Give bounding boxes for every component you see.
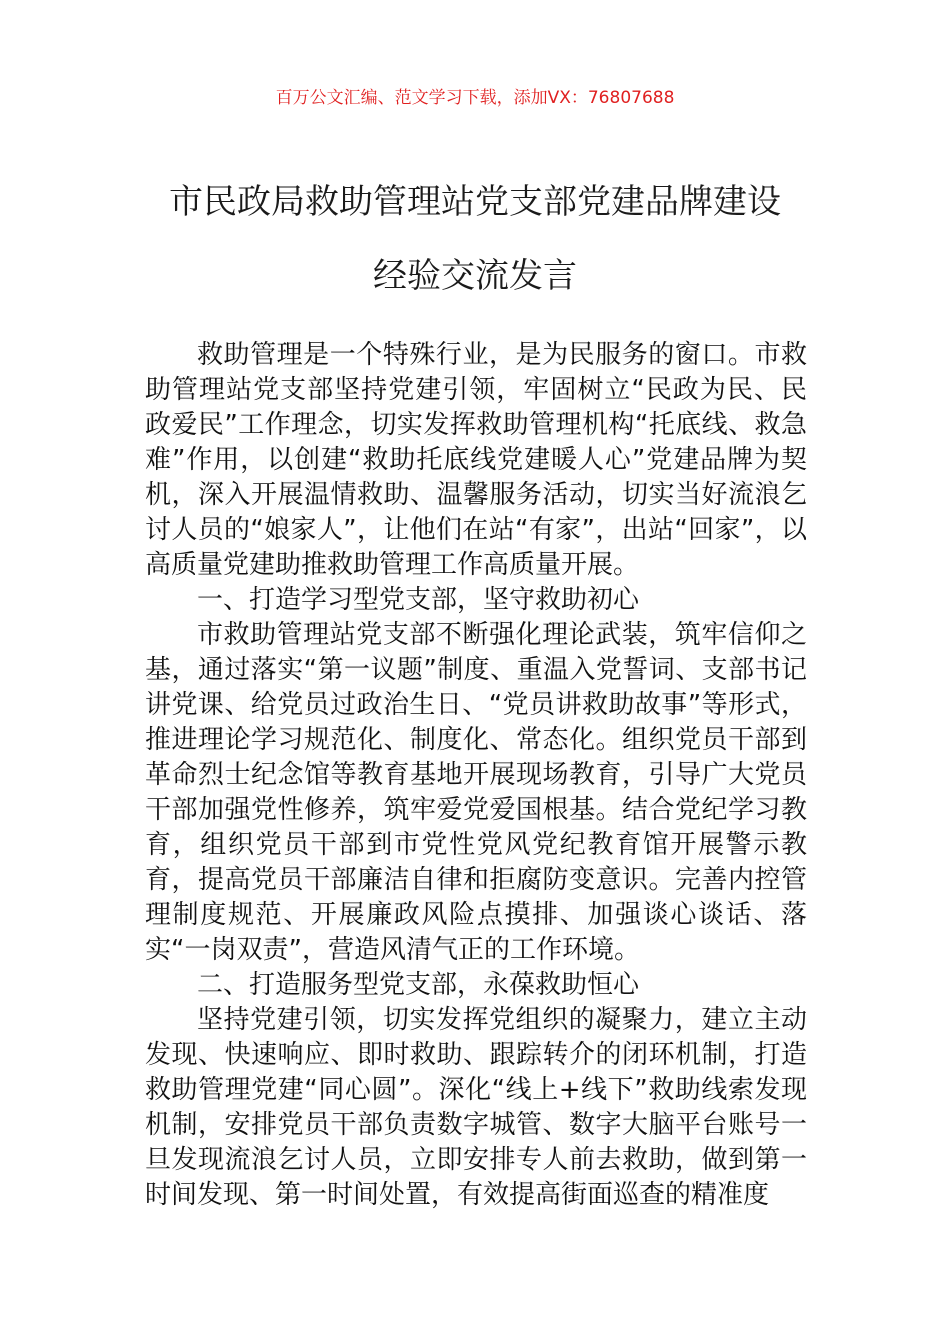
- promo-header-text: 百万公文汇编、范文学习下载，添加VX：76807688: [275, 88, 675, 108]
- section-heading-2: 二、打造服务型党支部，永葆救助恒心: [197, 970, 640, 1000]
- section-1-paragraph: 市救助管理站党支部不断强化理论武装，筑牢信仰之基，通过落实“第一议题”制度、重温入党誓词、支部书记讲党课、给党员过政治生日、“党员讲救助故事”等形式，推进理论学习规范化、制度化、常态化。组织党员干部到革命烈士纪念馆等教育基地开展现场教育，引导广大党员干部加强党性修养，筑牢爱党爱国根基。结合党纪学习教育，组织党员干部到市党性党风党纪教育馆开展警示教育，提高党员干部廉洁自律和拒腐防变意识。完善内控管理制度规范、开展廉政风险点摸排、加强谈心谈话、落实“一岗双责”，营造风清气正的工作环境。: [145, 620, 807, 965]
- intro-paragraph: 救助管理是一个特殊行业，是为民服务的窗口。市救助管理站党支部坚持党建引领，牢固树立“民政为民、民政爱民”工作理念，切实发挥救助管理机构“托底线、救急难”作用，以创建“救助托底线党建暖人心”党建品牌为契机，深入开展温情救助、温馨服务活动，切实当好流浪乞讨人员的“娘家人”，让他们在站“有家”，出站“回家”，以高质量党建助推救助管理工作高质量开展。: [145, 340, 807, 580]
- section-2-paragraph: 坚持党建引领，切实发挥党组织的凝聚力，建立主动发现、快速响应、即时救助、跟踪转介的闭环机制，打造救助管理党建“同心圆”。深化“线上+线下”救助线索发现机制，安排党员干部负责数字城管、数字大脑平台账号一旦发现流浪乞讨人员，立即安排专人前去救助，做到第一时间发现、第一时间处置，有效提高街面巡查的精准度: [145, 1005, 807, 1210]
- section-heading-1: 一、打造学习型党支部，坚守救助初心: [197, 585, 640, 615]
- document-title-line-1: 市民政局救助管理站党支部党建品牌建设: [169, 182, 781, 222]
- document-body: [145, 338, 807, 1213]
- document-title-line-2: 经验交流发言: [373, 256, 577, 296]
